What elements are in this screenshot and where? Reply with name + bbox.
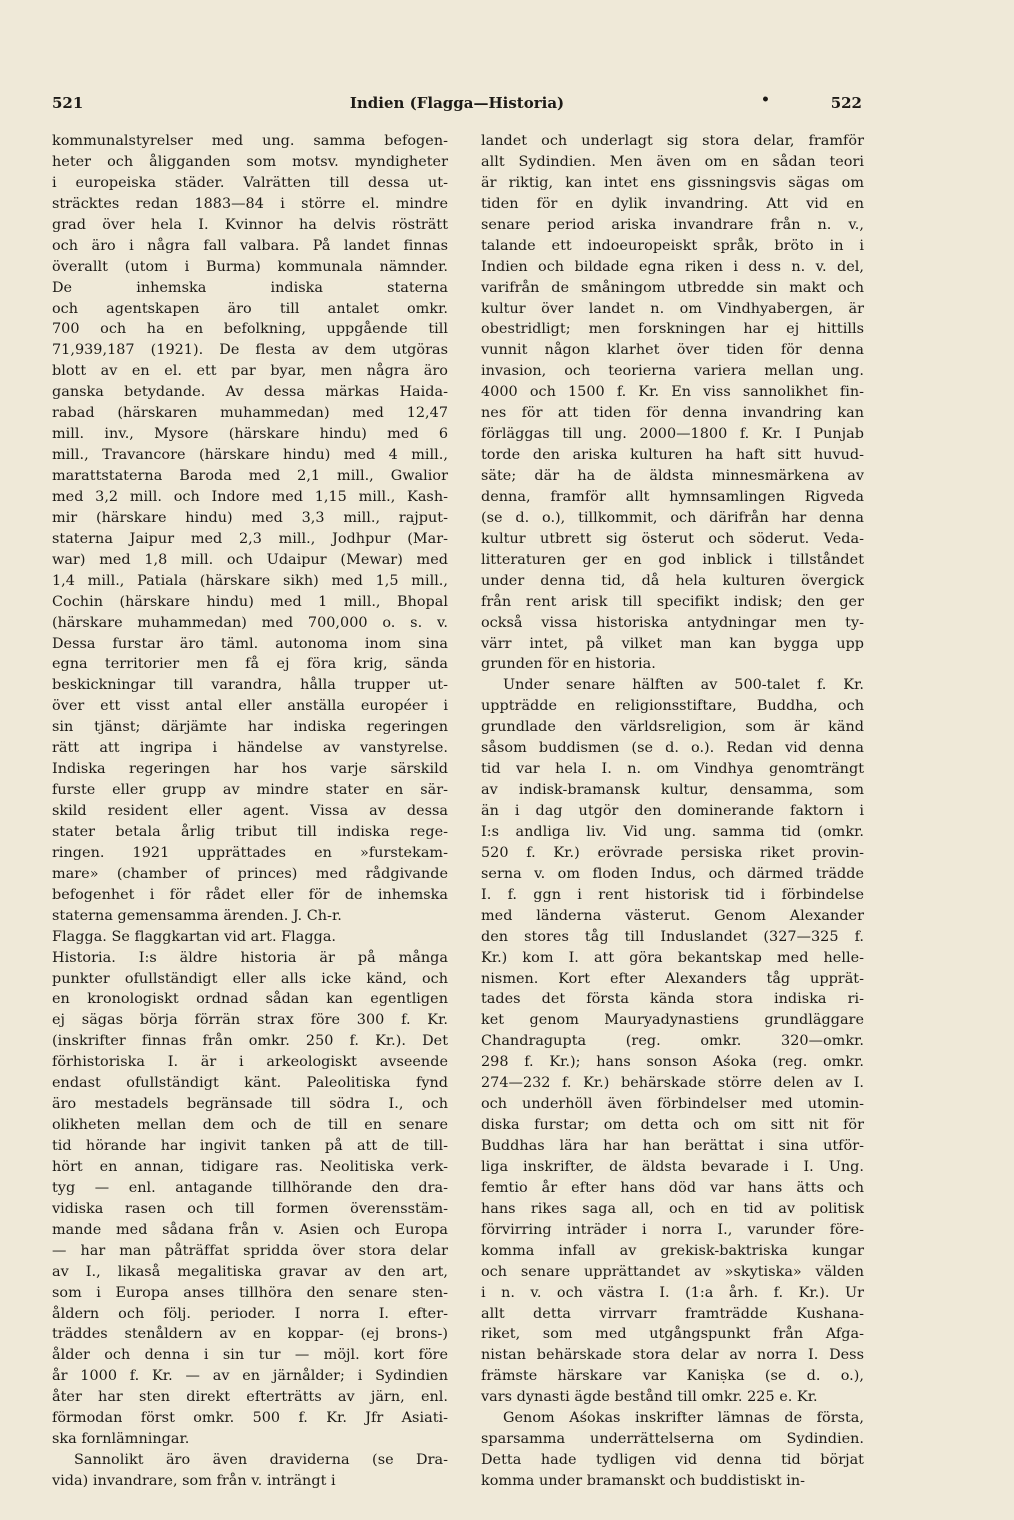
text-line: egna territorier men få ej föra krig, sända <box>52 656 448 673</box>
text-line: befogenhet i för rådet eller för de inhemska <box>52 886 448 903</box>
text-line: mande med sådana från v. Asien och Europa <box>52 1221 448 1238</box>
text-line: 274—232 f. Kr.) behärskade större delen av I. <box>481 1075 864 1092</box>
text-line: nismen. Kort efter Alexanders tåg upprät- <box>481 970 864 987</box>
text-line: kommunalstyrelser med ung. samma befogen- <box>52 133 448 149</box>
text-line: tid hörande har ingivit tanken på att de till- <box>52 1138 448 1154</box>
text-line: vidiska rasen och till formen överensstäm- <box>52 1200 448 1217</box>
text-line: 4000 och 1500 f. Kr. En viss sannolikhet fin- <box>481 384 864 401</box>
text-line: mir (härskare hindu) med 3,3 mill., rajput- <box>52 509 448 526</box>
text-line: heter och åligganden som motsv. myndigheter <box>52 153 448 170</box>
text-line: komma under bramanskt och buddistiskt in- <box>481 1473 806 1489</box>
text-line: femtio år efter hans död var hans ätts och <box>481 1179 864 1196</box>
text-line: marattstaterna Baroda med 2,1 mill., Gwalior <box>52 468 448 484</box>
text-line: förhistoriska I. är i arkeologiskt avseende <box>52 1054 448 1071</box>
text-line: av indisk-bramansk kultur, densamma, som <box>481 782 864 799</box>
text-line: allt Sydindien. Men även om en sådan teori <box>481 153 864 170</box>
text-line: är riktig, kan intet ens gissningsvis sägas om <box>481 174 864 191</box>
text-line: kultur över landet n. om Vindhyabergen, är <box>481 300 864 317</box>
text-line: grunden för en historia. <box>481 656 656 673</box>
text-line: litteraturen ger en god inblick i tillståndet <box>481 551 864 568</box>
text-line: och agentskapen äro till antalet omkr. <box>52 300 448 317</box>
text-line: (härskare muhammedan) med 700,000 o. s. v. <box>52 614 448 631</box>
text-line: och äro i några fall valbara. På landet finnas <box>52 237 448 254</box>
right-column <box>481 131 864 1492</box>
text-line: 1,4 mill., Patiala (härskare sikh) med 1,5 mill., <box>52 572 448 589</box>
text-line: sparsamma underrättelserna om Sydindien. <box>481 1431 864 1448</box>
page-number-right: 522 <box>830 94 862 112</box>
text-line: ålder och denna i sin tur — möjl. kort före <box>52 1347 448 1364</box>
text-line: värr intet, på vilket man kan bygga upp <box>481 635 864 652</box>
text-line: den stores tåg till Induslandet (327—325 f. <box>481 928 864 945</box>
text-line: blott av en el. ett par byar, men några äro <box>52 363 448 380</box>
text-line: år 1000 f. Kr. — av en järnålder; i Sydindien <box>52 1368 448 1385</box>
text-line: (inskrifter finnas från omkr. 250 f. Kr.). Det <box>52 1033 448 1050</box>
text-line: en kronologiskt ordnad sådan kan egentligen <box>52 991 448 1008</box>
text-line: Kr.) kom I. att göra bekantskap med helle- <box>481 949 864 966</box>
text-line: senare period ariska invandrare från n. v., <box>481 216 864 233</box>
text-line: (se d. o.), tillkommit, och därifrån har denna <box>481 509 864 526</box>
text-line: med länderna västerut. Genom Alexander <box>481 907 864 924</box>
text-line: mare» (chamber of princes) med rådgivande <box>52 865 448 882</box>
text-line: kultur utbrett sig österut och söderut. Veda- <box>481 530 864 547</box>
text-line: beskickningar till varandra, hålla trupper ut- <box>52 677 448 694</box>
text-line: grundlade den världsreligion, som är känd <box>481 719 864 736</box>
text-line: serna v. om floden Indus, och därmed trädde <box>481 865 864 882</box>
text-line: riket, som med utgångspunkt från Afga- <box>481 1326 864 1343</box>
text-line: punkter ofullständigt eller alls icke känd, och <box>52 970 448 987</box>
text-line: grad över hela I. Kvinnor ha delvis rösträtt <box>52 216 448 233</box>
text-line: över ett visst antal eller anställa européer i <box>52 698 448 715</box>
text-line: Flagga. Se flaggkartan vid art. Flagga. <box>52 928 337 945</box>
text-line: Historia. I:s äldre historia är på många <box>52 949 448 966</box>
text-line: också vissa historiska antydningar men ty- <box>481 614 864 631</box>
text-line: äro mestadels begränsade till södra I., och <box>52 1096 448 1113</box>
text-line: av I., likaså megalitiska gravar av den art, <box>52 1263 448 1280</box>
text-line: obestridligt; men forskningen har ej hittills <box>481 321 864 338</box>
text-line: stater betala årlig tribut till indiska rege- <box>52 823 448 840</box>
page-title: Indien (Flagga—Historia) <box>349 94 565 112</box>
text-line: mill. inv., Mysore (härskare hindu) med 6 <box>52 426 448 443</box>
text-line: hans rikes saga all, och en tid av politisk <box>481 1200 864 1217</box>
text-line: allt detta virrvarr framträdde Kushana- <box>481 1305 864 1322</box>
text-line: förläggas till ung. 2000—1800 f. Kr. I Punjab <box>481 426 864 443</box>
text-line: 298 f. Kr.); hans sonson Aśoka (reg. omkr. <box>481 1054 864 1071</box>
text-line: Under senare hälften av 500-talet f. Kr. <box>503 677 864 694</box>
text-line: som i Europa anses tillhöra den senare sten- <box>52 1284 448 1301</box>
text-line: från rent arisk till specifikt indisk; den ger <box>481 593 864 610</box>
text-line: Genom Aśokas inskrifter lämnas de första, <box>503 1410 864 1427</box>
text-line: uppträdde en religionsstiftare, Buddha, och <box>481 698 864 715</box>
text-line: åldern och följ. perioder. I norra I. efter- <box>52 1305 448 1322</box>
text-line: sin tjänst; därjämte har indiska regeringen <box>52 719 448 736</box>
text-line: war) med 1,8 mill. och Udaipur (Mewar) med <box>52 551 448 568</box>
text-line: Chandragupta (reg. omkr. 320—omkr. <box>481 1033 864 1050</box>
text-line: med 3,2 mill. och Indore med 1,15 mill., Kash- <box>52 488 448 505</box>
text-line: mill., Travancore (härskare hindu) med 4 mill., <box>52 447 448 464</box>
text-line: skild resident eller agent. Vissa av dessa <box>52 803 448 819</box>
text-line: 520 f. Kr.) erövrade persiska riket provin- <box>481 844 864 861</box>
text-line: vunnit någon klarhet över tiden för denna <box>481 342 864 359</box>
text-line: olikheten mellan dem och de till en senare <box>52 1117 448 1134</box>
text-line: talande ett indoeuropeiskt språk, bröto in i <box>481 237 864 254</box>
text-line: ganska betydande. Av dessa märkas Haida- <box>52 384 448 401</box>
text-line: och underhöll även förbindelser med utomin- <box>481 1096 864 1113</box>
text-line: i europeiska städer. Valrätten till dessa ut- <box>52 174 448 191</box>
header-dot: • <box>761 92 770 108</box>
left-column <box>52 131 448 1492</box>
text-line: liga inskrifter, de äldsta bevarade i I. Ung. <box>481 1158 864 1175</box>
text-line: furste eller grupp av mindre stater en sär- <box>52 782 448 799</box>
text-line: Indien och bildade egna riken i dess n. v. del, <box>481 258 864 275</box>
text-line: tid var hela I. n. om Vindhya genomträngt <box>481 761 864 778</box>
text-line: staterna gemensamma ärenden. J. Ch-r. <box>52 907 342 924</box>
text-line: förmodan först omkr. 500 f. Kr. Jfr Asiati- <box>52 1410 448 1427</box>
text-line: såsom buddismen (se d. o.). Redan vid denna <box>481 740 864 757</box>
text-line: främste härskare var Kaniṣka (se d. o.), <box>481 1368 864 1385</box>
text-line: rabad (härskaren muhammedan) med 12,47 <box>52 405 448 422</box>
text-line: diska furstar; om detta och om sitt nit för <box>481 1117 864 1134</box>
text-line: vars dynasti ägde bestånd till omkr. 225 e. Kr. <box>481 1389 818 1406</box>
text-line: Detta hade tydligen vid denna tid börjat <box>481 1452 864 1469</box>
text-line: denna, framför allt hymnsamlingen Rigveda <box>481 488 864 505</box>
text-line: torde den ariska kulturen ha haft sitt huvud- <box>481 447 864 464</box>
text-line: vida) invandrare, som från v. inträngt i <box>52 1473 336 1489</box>
text-line: Cochin (härskare hindu) med 1 mill., Bhopal <box>52 593 448 610</box>
text-line: — har man påträffat spridda över stora delar <box>52 1242 448 1259</box>
page-number-left: 521 <box>52 94 84 112</box>
text-line: invasion, och teorierna variera mellan ung. <box>481 363 864 380</box>
text-line: överallt (utom i Burma) kommunala nämnder. <box>52 258 448 275</box>
text-line: I. f. ggn i rent historisk tid i förbindelse <box>481 886 864 903</box>
page-header <box>52 94 862 118</box>
text-line: och senare upprättandet av »skytiska» välden <box>481 1263 864 1280</box>
text-line: än i dag utgör den dominerande faktorn i <box>481 803 864 819</box>
text-line: ket genom Mauryadynastiens grundläggare <box>481 1012 864 1029</box>
text-line: Sannolikt äro även draviderna (se Dra- <box>74 1452 448 1469</box>
text-line: ringen. 1921 upprättades en »furstekam- <box>52 844 448 861</box>
text-line: rätt att ingripa i händelse av vanstyrelse. <box>52 740 448 757</box>
text-line: Dessa furstar äro täml. autonoma inom sina <box>52 635 448 652</box>
text-line: tades det första kända stora indiska ri- <box>481 991 864 1008</box>
text-line: ej sägas börja förrän strax före 300 f. Kr. <box>52 1012 448 1029</box>
text-line: 71,939,187 (1921). De flesta av dem utgöras <box>52 342 448 359</box>
text-line: Buddhas lära har han berättat i sina utför- <box>481 1138 864 1154</box>
text-line: I:s andliga liv. Vid ung. samma tid (omkr. <box>481 823 864 840</box>
text-line: tyg — enl. antagande tillhörande den dra- <box>52 1179 448 1196</box>
text-line: De inhemska indiska staterna <box>52 279 448 296</box>
text-line: staterna Jaipur med 2,3 mill., Jodhpur (Mar- <box>52 530 448 547</box>
text-line: nistan behärskade stora delar av norra I. Dess <box>481 1347 864 1364</box>
text-line: under denna tid, då hela kulturen övergick <box>481 572 864 589</box>
text-line: Indiska regeringen har hos varje särskild <box>52 761 448 778</box>
text-line: förvirring inträder i norra I., varunder före- <box>481 1221 864 1238</box>
text-line: komma infall av grekisk-baktriska kungar <box>481 1242 864 1259</box>
text-line: 700 och ha en befolkning, uppgående till <box>52 321 448 338</box>
text-line: sträcktes redan 1883—84 i större el. mindre <box>52 195 448 212</box>
text-line: åter har sten direkt efterträtts av järn, enl. <box>52 1389 448 1406</box>
text-line: nes för att tiden för denna invandring kan <box>481 405 864 422</box>
text-line: landet och underlagt sig stora delar, framför <box>481 133 864 149</box>
text-line: varifrån de småningom utbredde sin makt och <box>481 279 864 296</box>
text-line: endast ofullständigt känt. Paleolitiska fynd <box>52 1075 448 1092</box>
text-line: träddes stenåldern av en koppar- (ej brons-) <box>52 1326 448 1343</box>
text-line: tiden för en dylik invandring. Att vid en <box>481 195 864 212</box>
text-line: säte; där ha de äldsta minnesmärkena av <box>481 468 864 484</box>
text-line: i n. v. och västra I. (1:a årh. f. Kr.). Ur <box>481 1284 864 1301</box>
text-line: hört en annan, tidigare ras. Neolitiska verk- <box>52 1158 448 1175</box>
text-line: ska fornlämningar. <box>52 1431 190 1448</box>
